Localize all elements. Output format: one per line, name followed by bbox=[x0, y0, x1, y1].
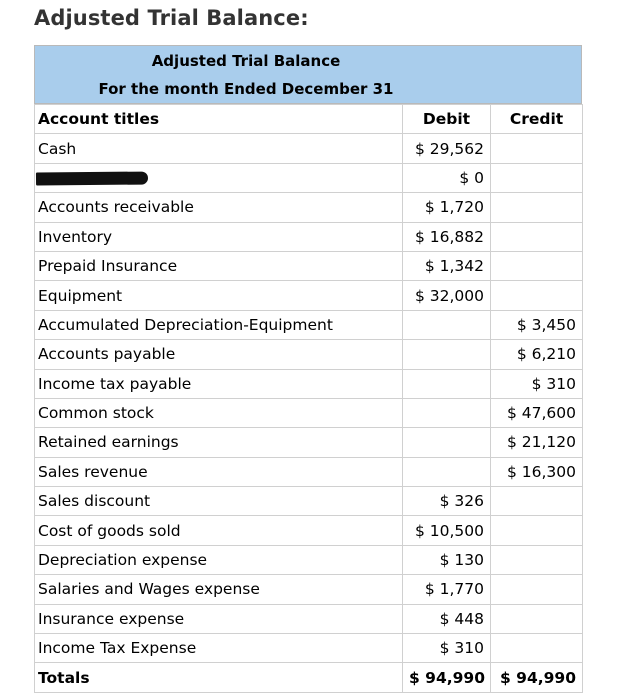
credit-cell bbox=[491, 604, 583, 633]
debit-cell bbox=[403, 369, 491, 398]
table-row bbox=[35, 369, 583, 398]
table-row bbox=[35, 281, 583, 310]
credit-cell: $ 310 bbox=[491, 369, 583, 398]
credit-cell bbox=[491, 134, 583, 163]
credit-cell bbox=[491, 545, 583, 574]
table-row bbox=[35, 193, 583, 222]
credit-cell bbox=[491, 516, 583, 545]
debit-cell: $ 29,562 bbox=[403, 134, 491, 163]
column-header-account-titles: Account titles bbox=[35, 105, 403, 134]
credit-cell: $ 47,600 bbox=[491, 398, 583, 427]
debit-cell: $ 1,342 bbox=[403, 251, 491, 280]
account-title-cell bbox=[35, 163, 403, 192]
account-title-cell: Equipment bbox=[35, 281, 403, 310]
account-title-cell: Accumulated Depreciation-Equipment bbox=[35, 310, 403, 339]
table-row bbox=[35, 340, 583, 369]
column-header-debit: Debit bbox=[403, 105, 491, 134]
table-row bbox=[35, 222, 583, 251]
debit-cell: $ 448 bbox=[403, 604, 491, 633]
redaction-mark bbox=[36, 171, 148, 185]
debit-cell: $ 10,500 bbox=[403, 516, 491, 545]
debit-cell: $ 326 bbox=[403, 487, 491, 516]
credit-cell bbox=[491, 634, 583, 663]
table-row bbox=[35, 516, 583, 545]
credit-cell: $ 21,120 bbox=[491, 428, 583, 457]
account-title-cell: Common stock bbox=[35, 398, 403, 427]
credit-cell bbox=[491, 281, 583, 310]
account-title-cell: Accounts receivable bbox=[35, 193, 403, 222]
table-row bbox=[35, 457, 583, 486]
table-row bbox=[35, 487, 583, 516]
statement-title: Adjusted Trial Balance bbox=[151, 52, 341, 70]
column-header-row bbox=[35, 105, 583, 134]
credit-cell: $ 16,300 bbox=[491, 457, 583, 486]
table-row bbox=[35, 398, 583, 427]
debit-cell: $ 130 bbox=[403, 545, 491, 574]
debit-cell bbox=[403, 310, 491, 339]
account-title-cell: Cash bbox=[35, 134, 403, 163]
account-title-cell: Inventory bbox=[35, 222, 403, 251]
debit-cell: $ 1,770 bbox=[403, 575, 491, 604]
table-row bbox=[35, 604, 583, 633]
table-row bbox=[35, 251, 583, 280]
accounts-table bbox=[34, 104, 583, 693]
page-title: Adjusted Trial Balance: bbox=[34, 6, 309, 30]
account-title-cell: Accounts payable bbox=[35, 340, 403, 369]
debit-cell: $ 310 bbox=[403, 634, 491, 663]
credit-cell bbox=[491, 487, 583, 516]
total-debit: $ 94,990 bbox=[403, 663, 491, 692]
totals-row bbox=[35, 663, 583, 692]
debit-cell: $ 32,000 bbox=[403, 281, 491, 310]
account-title-cell: Sales discount bbox=[35, 487, 403, 516]
statement-header bbox=[34, 45, 582, 104]
debit-cell: $ 16,882 bbox=[403, 222, 491, 251]
table-row bbox=[35, 634, 583, 663]
credit-cell bbox=[491, 193, 583, 222]
credit-cell: $ 6,210 bbox=[491, 340, 583, 369]
account-title-cell: Income tax payable bbox=[35, 369, 403, 398]
table-row bbox=[35, 310, 583, 339]
credit-cell bbox=[491, 251, 583, 280]
totals-label: Totals bbox=[35, 663, 403, 692]
total-credit: $ 94,990 bbox=[491, 663, 583, 692]
account-title-cell: Income Tax Expense bbox=[35, 634, 403, 663]
debit-cell bbox=[403, 398, 491, 427]
column-header-credit: Credit bbox=[491, 105, 583, 134]
account-title-cell: Prepaid Insurance bbox=[35, 251, 403, 280]
trial-balance-table bbox=[34, 45, 582, 693]
account-title-cell: Sales revenue bbox=[35, 457, 403, 486]
account-title-cell: Insurance expense bbox=[35, 604, 403, 633]
debit-cell: $ 1,720 bbox=[403, 193, 491, 222]
credit-cell bbox=[491, 163, 583, 192]
debit-cell bbox=[403, 340, 491, 369]
debit-cell: $ 0 bbox=[403, 163, 491, 192]
account-title-cell: Depreciation expense bbox=[35, 545, 403, 574]
statement-subtitle: For the month Ended December 31 bbox=[98, 80, 394, 98]
credit-cell: $ 3,450 bbox=[491, 310, 583, 339]
debit-cell bbox=[403, 457, 491, 486]
table-row bbox=[35, 575, 583, 604]
account-title-cell: Cost of goods sold bbox=[35, 516, 403, 545]
credit-cell bbox=[491, 222, 583, 251]
account-title-cell: Retained earnings bbox=[35, 428, 403, 457]
account-title-cell: Salaries and Wages expense bbox=[35, 575, 403, 604]
debit-cell bbox=[403, 428, 491, 457]
table-row bbox=[35, 545, 583, 574]
table-row bbox=[35, 428, 583, 457]
credit-cell bbox=[491, 575, 583, 604]
table-row bbox=[35, 134, 583, 163]
table-row bbox=[35, 163, 583, 192]
